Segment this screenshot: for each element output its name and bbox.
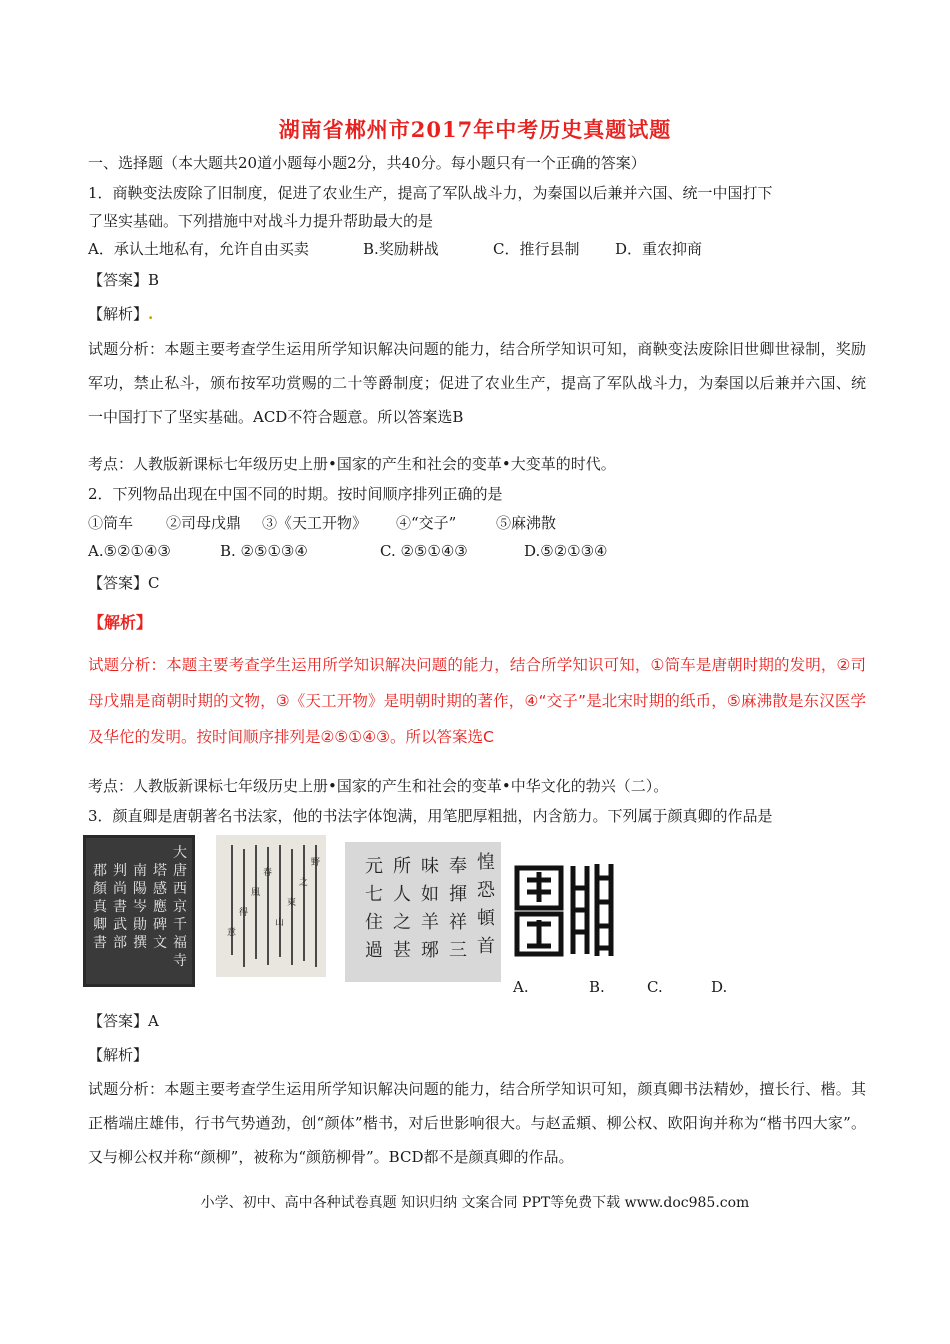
svg-text:唐: 唐 [173,863,187,879]
q1-kaodian: 考点：人教版新课标七年级历史上册•国家的产生和社会的变革•大变革的时代。 [88,455,616,473]
q1-option-c: C．推行县制 [493,240,580,258]
svg-text:京: 京 [173,899,187,915]
svg-text:碑: 碑 [153,917,167,933]
svg-text:岑: 岑 [133,899,147,915]
svg-text:羊: 羊 [421,912,439,933]
q3-option-label-d: D. [711,978,728,996]
q2-item-3: ③《天工开物》 [262,514,368,532]
q3-option-label-b: B. [589,978,605,996]
svg-text:武: 武 [113,917,127,933]
page-footer: 小学、初中、高中各种试卷真题 知识归纳 文案合同 PPT等免费下载 www.doc985.com [200,1195,750,1211]
svg-text:揮: 揮 [449,884,467,905]
calligraphy-image-d [513,858,617,966]
q2-options [88,540,608,562]
q2-option-a: A.⑤②①④③ [88,542,171,560]
svg-text:味: 味 [421,856,439,877]
svg-text:書: 書 [93,935,107,951]
svg-text:元: 元 [365,856,383,877]
calligraphy-image-b [216,835,326,981]
svg-text:感: 感 [153,881,167,897]
svg-text:過: 過 [365,940,383,961]
svg-text:惶: 惶 [477,852,495,873]
q3-answer: 【答案】A [88,1012,159,1030]
svg-text:部: 部 [113,935,127,951]
svg-text:恐: 恐 [477,880,495,901]
svg-text:判: 判 [113,863,127,879]
svg-text:東: 東 [287,898,297,908]
q2-item-1: ①筒车 [88,514,134,532]
q2-analysis-label: 【解析】 [88,613,153,632]
svg-text:卿: 卿 [93,917,107,933]
svg-text:塔: 塔 [153,863,167,879]
svg-text:七: 七 [365,884,383,905]
svg-text:書: 書 [113,899,127,915]
svg-text:山: 山 [275,918,285,928]
q3-option-label-c: C. [647,978,663,996]
svg-text:尚: 尚 [113,881,127,897]
q3-analysis: 试题分析：本题主要考查学生运用所学知识解决问题的能力，结合所学知识可知，颜真卿书法精妙，擅长行、楷。其正楷端庄雄伟，行书气势遒劲，创“颜体”楷书，对后世影响很大。与赵孟頫、柳公权、欧阳询并称为“楷书四大家”。又与柳公权并称“颜柳”，被称为“颜筋柳骨”。BCD都不是颜真卿的作品。 [88,1080,866,1166]
svg-text:顏: 顏 [93,881,107,897]
svg-text:三: 三 [449,940,467,961]
svg-text:郡: 郡 [93,863,107,879]
q1-stem-line1: 1．商鞅变法废除了旧制度，促进了农业生产，提高了军队战斗力，为秦国以后兼并六国、统一中国打下 [88,184,773,202]
q1-stem-line2: 了坚实基础。下列措施中对战斗力提升帮助最大的是 [88,212,434,230]
q2-stem: 2．下列物品出现在中国不同的时期。按时间顺序排列正确的是 [88,485,503,503]
q1-option-a: A．承认土地私有，允许自由买卖 [88,240,309,258]
q3-option-label-a: A. [513,978,529,996]
q2-kaodian: 考点：人教版新课标七年级历史上册•国家的产生和社会的变革•中华文化的勃兴（二）。 [88,777,669,795]
q3-option-labels [513,976,727,998]
svg-text:福: 福 [173,935,187,951]
svg-text:應: 應 [153,899,167,915]
svg-text:真: 真 [93,899,107,915]
svg-text:西: 西 [173,881,187,897]
svg-text:奉: 奉 [449,856,467,877]
svg-text:琊: 琊 [421,940,439,961]
page-title: 湖南省郴州市2017年中考历史真题试题 [278,117,672,142]
svg-text:得: 得 [239,908,249,918]
q1-analysis: 试题分析：本题主要考查学生运用所学知识解决问题的能力，结合所学知识可知，商鞅变法废除旧世卿世禄制，奖励军功，禁止私斗，颁布按军功赏赐的二十等爵制度；促进了农业生产，提高了军队战斗力，为秦国以后兼并六国、统一中国打下了坚实基础。ACD不符合题意。所以答案选B [88,340,866,426]
svg-text:千: 千 [173,917,187,933]
svg-text:寺: 寺 [173,953,187,969]
q2-answer: 【答案】C [88,574,160,592]
svg-text:文: 文 [153,935,167,951]
svg-text:頓: 頓 [477,908,495,929]
q2-items [88,512,556,534]
svg-text:人: 人 [393,884,411,905]
svg-text:祥: 祥 [449,912,467,933]
svg-text:風: 風 [251,888,261,898]
q2-analysis: 试题分析：本题主要考查学生运用所学知识解决问题的能力，结合所学知识可知，①筒车是唐朝时期的发明，②司母戊鼎是商朝时期的文物，③《天工开物》是明朝时期的著作，④“交子”是北宋时期的纸币，⑤麻沸散是东汉医学及华佗的发明。按时间顺序排列是②⑤①④③。所以答案选C [88,656,866,746]
q2-item-4: ④“交子” [396,514,457,532]
svg-text:所: 所 [393,856,411,877]
svg-text:撰: 撰 [133,935,147,951]
svg-text:首: 首 [477,936,495,957]
q3-stem: 3．颜直卿是唐朝著名书法家，他的书法字体饱满，用笔肥厚粗拙，内含筋力。下列属于颜真卿的作品是 [88,807,773,825]
q1-option-b: B.奖励耕战 [363,240,439,258]
calligraphy-image-a [83,835,195,991]
svg-text:意: 意 [227,928,237,938]
svg-text:春: 春 [263,868,273,878]
svg-text:南: 南 [133,863,147,879]
svg-text:勛: 勛 [133,917,147,933]
q1-answer: 【答案】B [88,271,160,289]
section-header: 一、选择题（本大题共20道小题每小题2分，共40分。每小题只有一个正确的答案） [88,154,646,172]
q2-option-d: D.⑤②①③④ [524,542,608,560]
q3-analysis-label: 【解析】 [88,1046,149,1064]
q2-option-b: B. ②⑤①③④ [220,542,308,560]
svg-text:大: 大 [173,845,187,861]
q1-options [88,238,702,260]
q1-analysis-label-row [88,303,153,325]
svg-text:陽: 陽 [133,881,147,897]
q2-item-2: ②司母戊鼎 [166,514,242,532]
svg-text:如: 如 [421,884,439,905]
q2-option-c: C. ②⑤①④③ [380,542,468,560]
svg-text:之: 之 [299,878,309,888]
svg-text:住: 住 [365,912,383,933]
svg-text:甚: 甚 [393,940,411,961]
svg-text:野: 野 [311,858,321,868]
q1-analysis-label: 【解析】 [88,305,149,323]
q1-analysis-dot: . [148,305,154,323]
q2-item-5: ⑤麻沸散 [496,514,557,532]
calligraphy-image-c [345,842,501,986]
q1-option-d: D．重农抑商 [615,240,703,258]
svg-text:之: 之 [393,912,411,933]
